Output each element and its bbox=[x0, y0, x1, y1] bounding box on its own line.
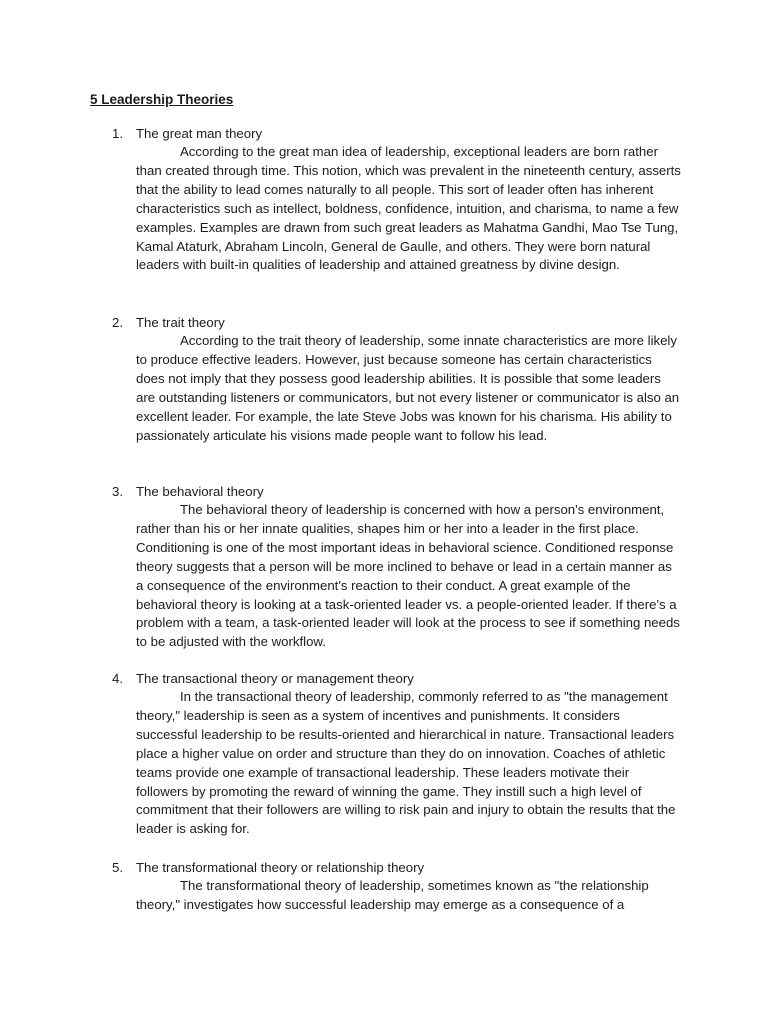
theory-paragraph: According to the great man idea of leadership, exceptional leaders are born rather than created through time. This notion, which was prevalent in the nineteenth century, asserts that the ability to lead comes naturally to all people. This sort of leader often has inherent characteristics such as intellect, boldness, confidence, intuition, and charisma, to name a few examples. Examples are drawn from such great leaders as Mahatma Gandhi, Mao Tse Tung, Kamal Ataturk, Abraham Lincoln, General de Gaulle, and others. They were born natural leaders with built-in qualities of leadership and attained greatness by divine design. bbox=[136, 144, 681, 273]
theory-paragraph: In the transactional theory of leadership, commonly referred to as "the management theory," leadership is seen as a system of incentives and punishments. It considers successful leadership to be results-oriented and hierarchical in nature. Transactional leaders place a higher value on order and structure than they do on innovation. Coaches of athletic teams provide one example of transactional leadership. These leaders motivate their followers by promoting the reward of winning the game. They instill such a high level of commitment that their followers are willing to risk pain and injury to obtain the results that the leader is asking for. bbox=[136, 689, 676, 837]
theory-number: 1. bbox=[112, 126, 123, 141]
theory-number: 5. bbox=[112, 860, 123, 875]
document-title: 5 Leadership Theories bbox=[90, 92, 234, 107]
theory-number: 4. bbox=[112, 671, 123, 686]
theory-heading: The great man theory bbox=[136, 126, 263, 141]
theory-heading: The behavioral theory bbox=[136, 484, 264, 499]
theory-number: 2. bbox=[112, 315, 123, 330]
theory-heading: The trait theory bbox=[136, 315, 225, 330]
theory-paragraph: According to the trait theory of leadership, some innate characteristics are more likely to produce effective leaders. However, just because someone has certain characteristics does not imply that they possess good leadership abilities. It is possible that some leaders are outstanding listeners or communicators, but not every listener or communicator is also an excellent leader. For example, the late Steve Jobs was known for his charisma. His ability to passionately articulate his visions made people want to follow his lead. bbox=[136, 333, 680, 443]
theory-number: 3. bbox=[112, 484, 123, 499]
theory-paragraph: The behavioral theory of leadership is concerned with how a person's environment, rather than his or her innate qualities, shapes him or her into a leader in the first place. Conditioning is one of the most important ideas in behavioral science. Conditioned response theory suggests that a person will be more inclined to behave or lead in a certain manner as a consequence of the environment's reaction to their conduct. A great example of the behavioral theory is looking at a task-oriented leader vs. a people-oriented leader. If there's a problem with a team, a task-oriented leader will look at the process to see if something needs to be adjusted with the workflow. bbox=[136, 502, 680, 650]
theory-heading: The transformational theory or relationship theory bbox=[136, 860, 425, 875]
theory-heading: The transactional theory or management theory bbox=[136, 671, 414, 686]
theory-paragraph: The transformational theory of leadership, sometimes known as "the relationship theory," investigates how successful leadership may emerge as a consequence of a bbox=[136, 878, 649, 912]
